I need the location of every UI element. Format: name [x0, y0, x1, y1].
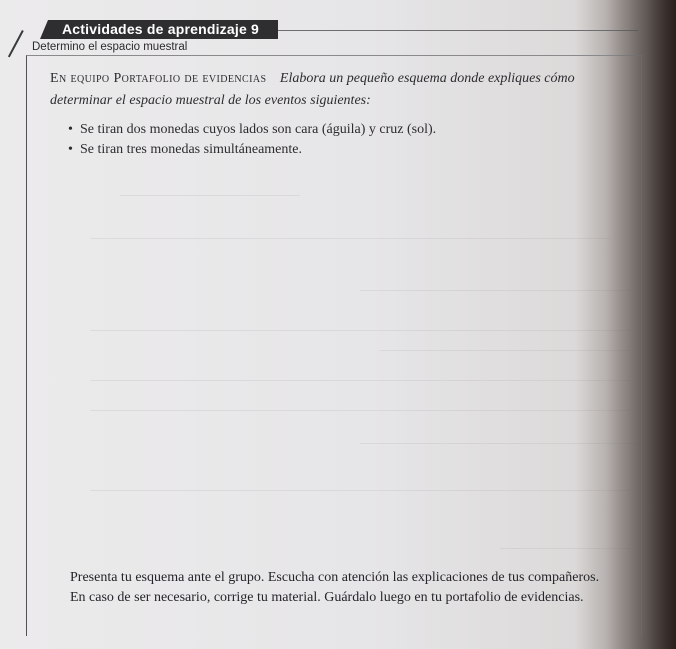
event-list [68, 120, 436, 160]
activity-subtitle: Determino el espacio muestral [32, 41, 188, 53]
header-rule [278, 30, 638, 31]
footer-line: Presenta tu esquema ante el grupo. Escucha con atención las explicaciones de tus compañeros. [70, 570, 600, 585]
list-item: • Se tiran tres monedas simultáneamente. [68, 140, 436, 160]
header-diagonal [8, 30, 24, 57]
instruction-text: Elabora un pequeño esquema donde expliques cómo determinar el espacio muestral de los eventos siguientes: [50, 71, 575, 108]
list-item: • Se tiran dos monedas cuyos lados son cara (águila) y cruz (sol). [68, 120, 436, 140]
book-spine-shadow [606, 0, 676, 649]
portfolio-label: En equipo Portafolio de evidencias [50, 71, 267, 86]
footer-line: En caso de ser necesario, corrige tu material. Guárdalo luego en tu portafolio de evidencias. [70, 590, 584, 605]
instructions [50, 68, 635, 112]
activity-title: Actividades de aprendizaje 9 [62, 21, 260, 37]
closing-instructions [70, 568, 670, 608]
